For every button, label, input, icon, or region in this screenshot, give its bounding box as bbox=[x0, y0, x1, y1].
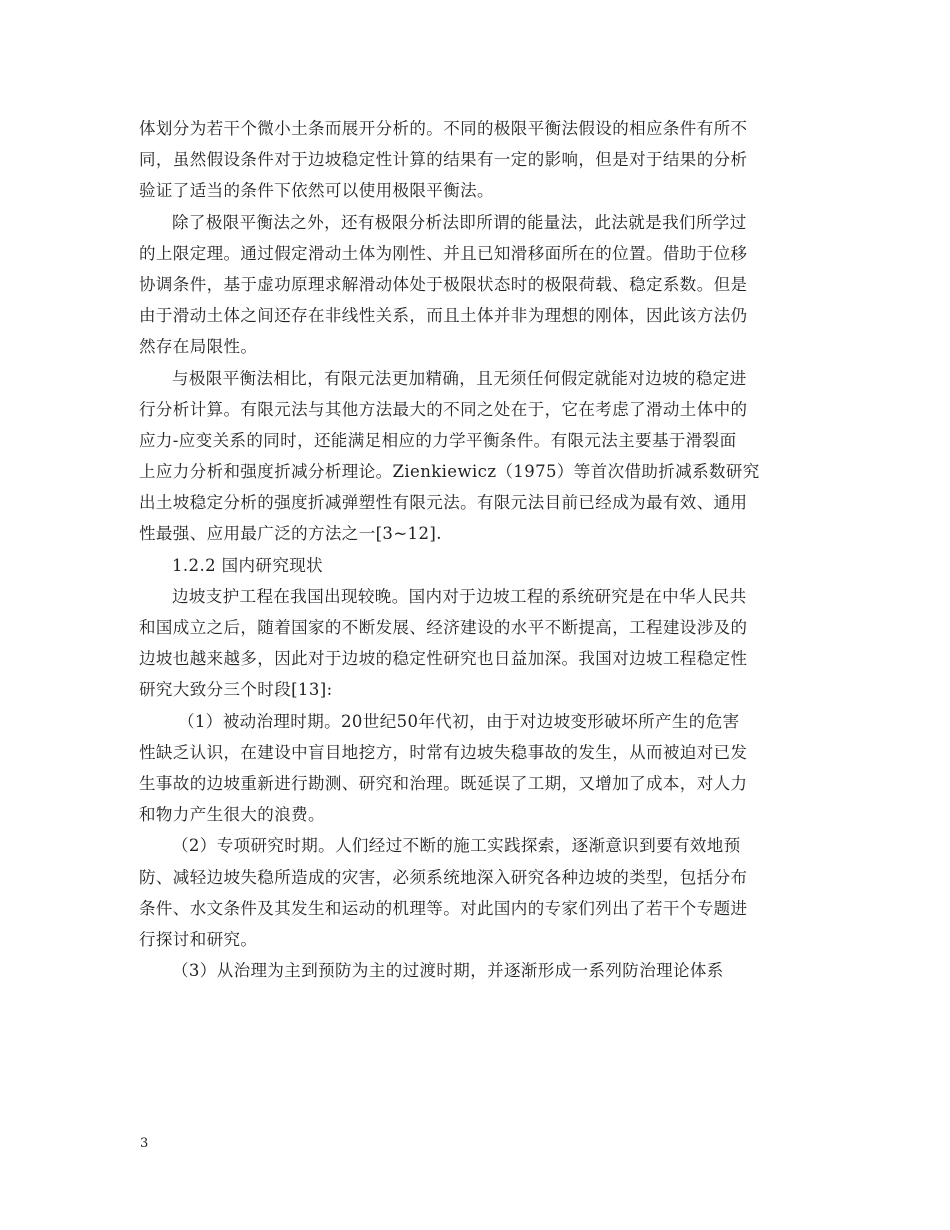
text-line: 的上限定理。通过假定滑动土体为刚性、并且已知滑移面所在的位置。借助于位移 bbox=[139, 243, 748, 263]
text-line: （3）从治理为主到预防为主的过渡时期，并逐渐形成一系列防治理论体系 bbox=[172, 961, 724, 981]
text-line: 由于滑动土体之间还存在非线性关系，而且土体并非为理想的刚体，因此该方法仍 bbox=[139, 306, 748, 326]
text-line: 条件、水文条件及其发生和运动的机理等。对此国内的专家们列出了若干个专题进 bbox=[139, 898, 748, 918]
text-line: 上应力分析和强度折减分析理论。Zienkiewicz（1975）等首次借助折减系数研究 bbox=[139, 462, 760, 482]
body-text bbox=[139, 113, 815, 986]
text-line: 验证了适当的条件下依然可以使用极限平衡法。 bbox=[139, 181, 494, 201]
text-line: 和物力产生很大的浪费。 bbox=[139, 805, 325, 825]
text-line: 和国成立之后，随着国家的不断发展、经济建设的水平不断提高，工程建设涉及的 bbox=[139, 618, 748, 637]
text-line: 出土坡稳定分析的强度折减弹塑性有限元法。有限元法目前已经成为最有效、通用 bbox=[139, 493, 748, 513]
text-line: 行分析计算。有限元法与其他方法最大的不同之处在于，它在考虑了滑动土体中的 bbox=[139, 399, 748, 419]
text-line: 边坡也越来越多，因此对于边坡的稳定性研究也日益加深。我国对边坡工程稳定性 bbox=[139, 649, 748, 669]
text-line: 除了极限平衡法之外，还有极限分析法即所谓的能量法，此法就是我们所学过 bbox=[172, 212, 747, 232]
text-line: 1.2.2 国内研究现状 bbox=[172, 555, 324, 575]
text-line: 然存在局限性。 bbox=[139, 337, 258, 357]
text-line: 性缺乏认识，在建设中盲目地挖方，时常有边坡失稳事故的发生，从而被迫对已发 bbox=[139, 742, 748, 762]
text-line: （1）被动治理时期。20世纪50年代初，由于对边坡变形破坏所产生的危害 bbox=[178, 711, 740, 731]
text-line: 体划分为若干个微小土条而展开分析的。不同的极限平衡法假设的相应条件有所不 bbox=[139, 119, 748, 138]
text-line: 边坡支护工程在我国出现较晚。国内对于边坡工程的系统研究是在中华人民共 bbox=[172, 586, 747, 606]
text-line: 防、减轻边坡失稳所造成的灾害，必须系统地深入研究各种边坡的类型，包括分布 bbox=[139, 867, 748, 887]
text-line: （2）专项研究时期。人们经过不断的施工实践探索，逐渐意识到要有效地预 bbox=[172, 836, 741, 856]
text-line: 协调条件，基于虚功原理求解滑动体处于极限状态时的极限荷载、稳定系数。但是 bbox=[139, 274, 748, 294]
page-number: 3 bbox=[140, 1136, 149, 1151]
text-line: 行探讨和研究。 bbox=[139, 929, 258, 949]
text-line: 与极限平衡法相比，有限元法更加精确，且无须任何假定就能对边坡的稳定进 bbox=[172, 368, 747, 388]
text-line: 生事故的边坡重新进行勘测、研究和治理。既延误了工期，又增加了成本，对人力 bbox=[139, 773, 748, 793]
text-line: 研究大致分三个时段[13]: bbox=[139, 680, 333, 700]
text-line: 应力-应变关系的同时，还能满足相应的力学平衡条件。有限元法主要基于滑裂面 bbox=[139, 430, 737, 450]
text-line: 性最强、应用最广泛的方法之一[3~12]. bbox=[139, 524, 442, 544]
text-line: 同，虽然假设条件对于边坡稳定性计算的结果有一定的影响，但是对于结果的分析 bbox=[139, 150, 748, 170]
